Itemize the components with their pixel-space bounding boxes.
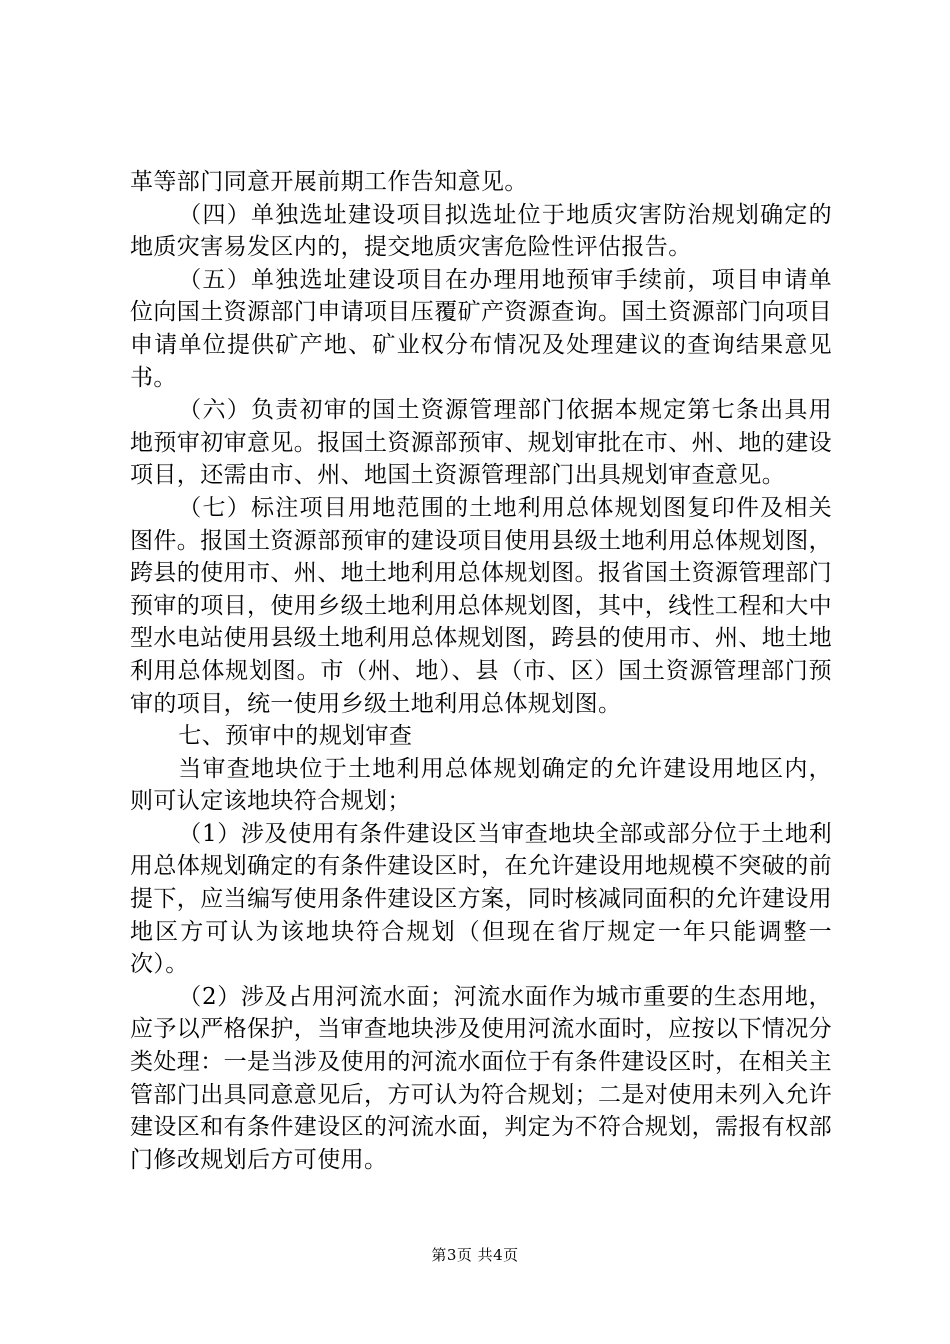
paragraph-8: （1）涉及使用有条件建设区当审查地块全部或部分位于土地利用总体规划确定的有条件建设区时，在允许建设用地规模不突破的前提下，应当编写使用条件建设区方案，同时核减同面积的允许建设用地区方可认为该地块符合规划（但现在省厅规定一年只能调整一次）。 — [130, 820, 832, 978]
paragraph-9: （2）涉及占用河流水面；河流水面作为城市重要的生态用地，应予以严格保护，当审查地块涉及使用河流水面时，应按以下情况分类处理：一是当涉及使用的河流水面位于有条件建设区时，在相关主管部门出具同意意见后，方可认为符合规划；二是对使用未列入允许建设区和有条件建设区的河流水面，判定为不符合规划，需报有权部门修改规划后方可使用。 — [130, 983, 832, 1173]
paragraph-1: 革等部门同意开展前期工作告知意见。 — [130, 169, 528, 195]
paragraph-2: （四）单独选址建设项目拟选址位于地质灾害防治规划确定的地质灾害易发区内的，提交地质灾害危险性评估报告。 — [130, 201, 832, 261]
paragraph-3: （五）单独选址建设项目在办理用地预审手续前，项目申请单位向国土资源部门申请项目压覆矿产资源查询。国土资源部门向项目申请单位提供矿产地、矿业权分布情况及处理建议的查询结果意见书。 — [130, 266, 832, 391]
paragraph-5: （七）标注项目用地范围的土地利用总体规划图复印件及相关图件。报国土资源部预审的建设项目使用县级土地利用总体规划图，跨县的使用市、州、地土地利用总体规划图。报省国土资源管理部门预审的项目，使用乡级土地利用总体规划图，其中，线性工程和大中型水电站使用县级土地利用总体规划图，跨县的使用市、州、地土地利用总体规划图。市（州、地）、县（市、区）国土资源管理部门预审的项目，统一使用乡级土地利用总体规划图。 — [130, 494, 832, 717]
paragraph-7: 当审查地块位于土地利用总体规划确定的允许建设用地区内，则可认定该地块符合规划； — [130, 755, 832, 815]
section-heading: 七、预审中的规划审查 — [178, 723, 413, 750]
paragraph-4: （六）负责初审的国土资源管理部门依据本规定第七条出具用地预审初审意见。报国土资源部预审、规划审批在市、州、地的建设项目，还需由市、州、地国土资源管理部门出具规划审查意见。 — [130, 397, 832, 489]
document-body — [130, 166, 832, 1176]
page-number-footer: 第3页 共4页 — [431, 1246, 519, 1264]
